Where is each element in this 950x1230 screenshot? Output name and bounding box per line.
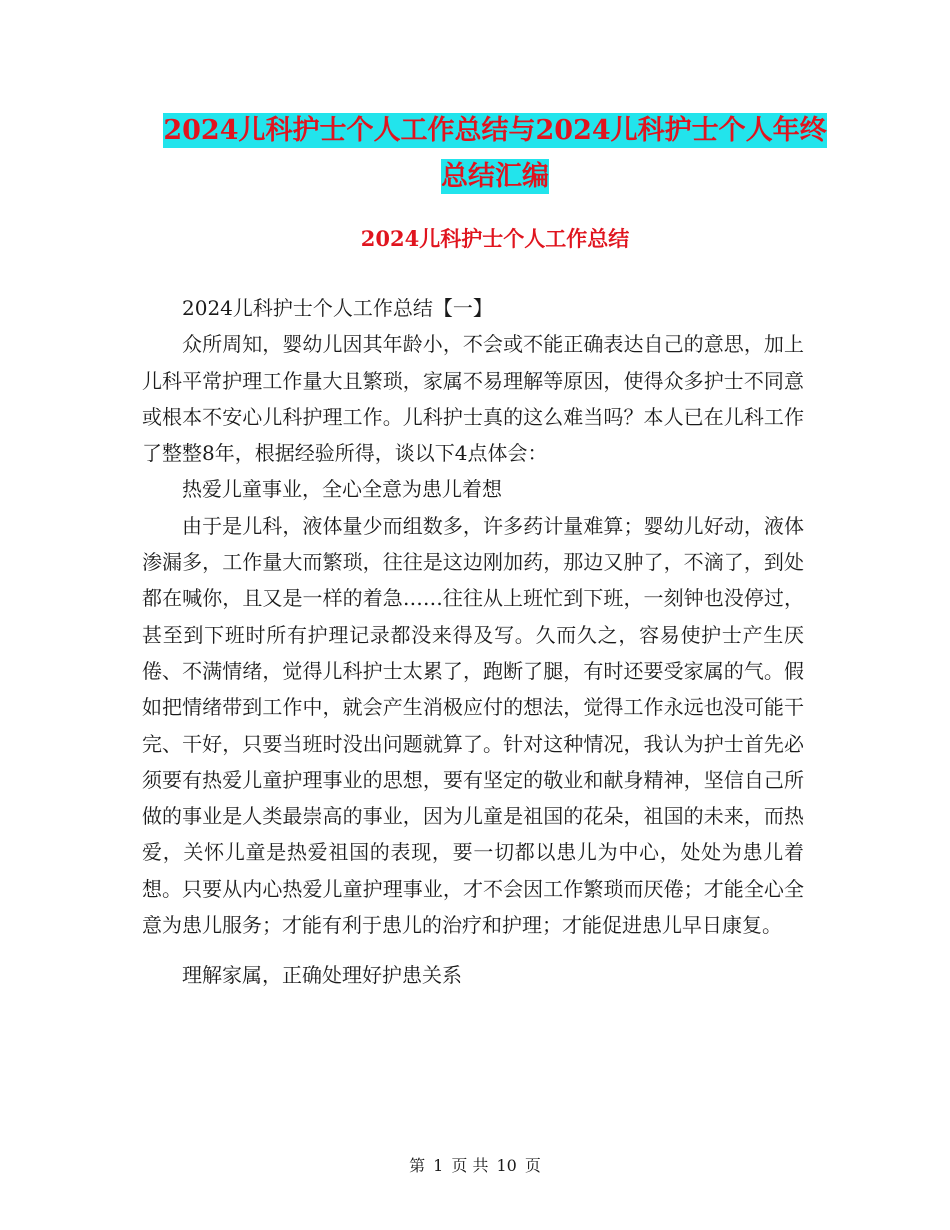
document-title-line2: 总结汇编 <box>441 161 549 192</box>
point-heading-2: 理解家属，正确处理好护患关系 <box>182 963 462 988</box>
footer-mid: 页 共 <box>451 1156 489 1175</box>
footer-total-pages: 10 <box>496 1156 517 1175</box>
document-body <box>142 290 804 994</box>
document-title-line1: 2024儿科护士个人工作总结与2024儿科护士个人年终 <box>163 115 827 146</box>
footer-prefix: 第 <box>409 1156 426 1175</box>
subsection-heading: 2024儿科护士个人工作总结【一】 <box>182 296 493 320</box>
paragraph-point-1: 由于是儿科，液体量少而组数多，许多药计量难算；婴幼儿好动，液体渗漏多，工作量大而繁琐，往往是这边刚加药，那边又肿了，不滴了，到处都在喊你，且又是一样的着急……往往从上班忙到下班，一刻钟也没停过，甚至到下班时所有护理记录都没来得及写。久而久之，容易使护士产生厌倦、不满情绪，觉得儿科护士太累了，跑断了腿，有时还要受家属的气。假如把情绪带到工作中，就会产生消极应付的想法，觉得工作永远也没可能干完、干好，只要当班时没出问题就算了。针对这种情况，我认为护士首先必须要有热爱儿童护理事业的思想，要有坚定的敬业和献身精神，坚信自己所做的事业是人类最崇高的事业，因为儿童是祖国的花朵，祖国的未来，而热爱，关怀儿童是热爱祖国的表现，要一切都以患儿为中心，处处为患儿着想。只要从内心热爱儿童护理事业，才不会因工作繁琐而厌倦；才能全心全意为患儿服务；才能有利于患儿的治疗和护理；才能促进患儿早日康复。 <box>142 513 804 938</box>
footer-page-number: 1 <box>433 1156 444 1175</box>
document-title <box>140 108 850 200</box>
paragraph-intro: 众所周知，婴幼儿因其年龄小，不会或不能正确表达自己的意思，加上儿科平常护理工作量大且繁琐，家属不易理解等原因，使得众多护士不同意或根本不安心儿科护理工作。儿科护士真的这么难当吗？本人已在儿科工作了整整8年，根据经验所得，谈以下4点体会： <box>142 332 804 466</box>
page-footer <box>0 1155 950 1177</box>
section-title: 2024儿科护士个人工作总结 <box>360 226 630 251</box>
point-heading-1: 热爱儿童事业，全心全意为患儿着想 <box>182 477 502 502</box>
footer-suffix: 页 <box>524 1156 541 1175</box>
